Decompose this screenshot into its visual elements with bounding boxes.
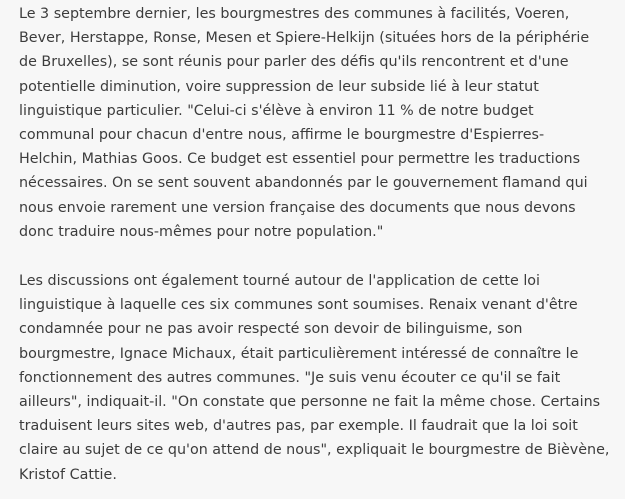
text-line: communal pour chacun d'entre nous, affirme le bourgmestre d'Espierres- [19,127,545,144]
text-line: Kristof Cattie. [19,466,117,483]
text-line: potentielle diminution, voire suppression de leur subside lié à leur statut [19,78,539,95]
text-line: Les discussions ont également tourné autour de l'application de cette loi [19,273,541,290]
text-line: traduisent leurs sites web, d'autres pas, par exemple. Il faudrait que la loi soit [19,418,578,435]
text-line: Bever, Herstappe, Ronse, Mesen et Spiere-Helkijn (situées hors de la périphérie [19,30,590,47]
text-line: de Bruxelles), se sont réunis pour parler des défis qu'ils rencontrent et d'une [19,54,569,71]
text-line: Le 3 septembre dernier, les bourgmestres des communes à facilités, Voeren, [19,6,570,22]
text-line: nous envoie rarement une version française des documents que nous devons [19,199,576,216]
paragraph-2 [19,269,615,487]
text-line: nécessaires. On se sent souvent abandonnés par le gouvernement flamand qui [19,175,588,192]
paragraph-1 [19,2,615,244]
text-line: Helchin, Mathias Goos. Ce budget est essentiel pour permettre les traductions [19,151,581,168]
text-line: ailleurs", indiquait-il. "On constate que personne ne fait la même chose. Certains [19,394,601,411]
text-line: linguistique particulier. "Celui-ci s'élève à environ 11 % de notre budget [19,102,534,119]
text-line: donc traduire nous-mêmes pour notre population." [19,223,384,240]
text-line: condamnée pour ne pas avoir respecté son devoir de bilinguisme, son [19,321,523,338]
text-line: fonctionnement des autres communes. "Je suis venu écouter ce qu'il se fait [19,369,561,386]
paragraph-spacer [19,244,615,269]
text-line: linguistique à laquelle ces six communes sont soumises. Renaix venant d'être [19,297,578,314]
text-line: bourgmestre, Ignace Michaux, était particulièrement intéressé de connaître le [19,345,579,362]
text-line: claire au sujet de ce qu'on attend de nous", expliquait le bourgmestre de Bièvène, [19,442,610,459]
